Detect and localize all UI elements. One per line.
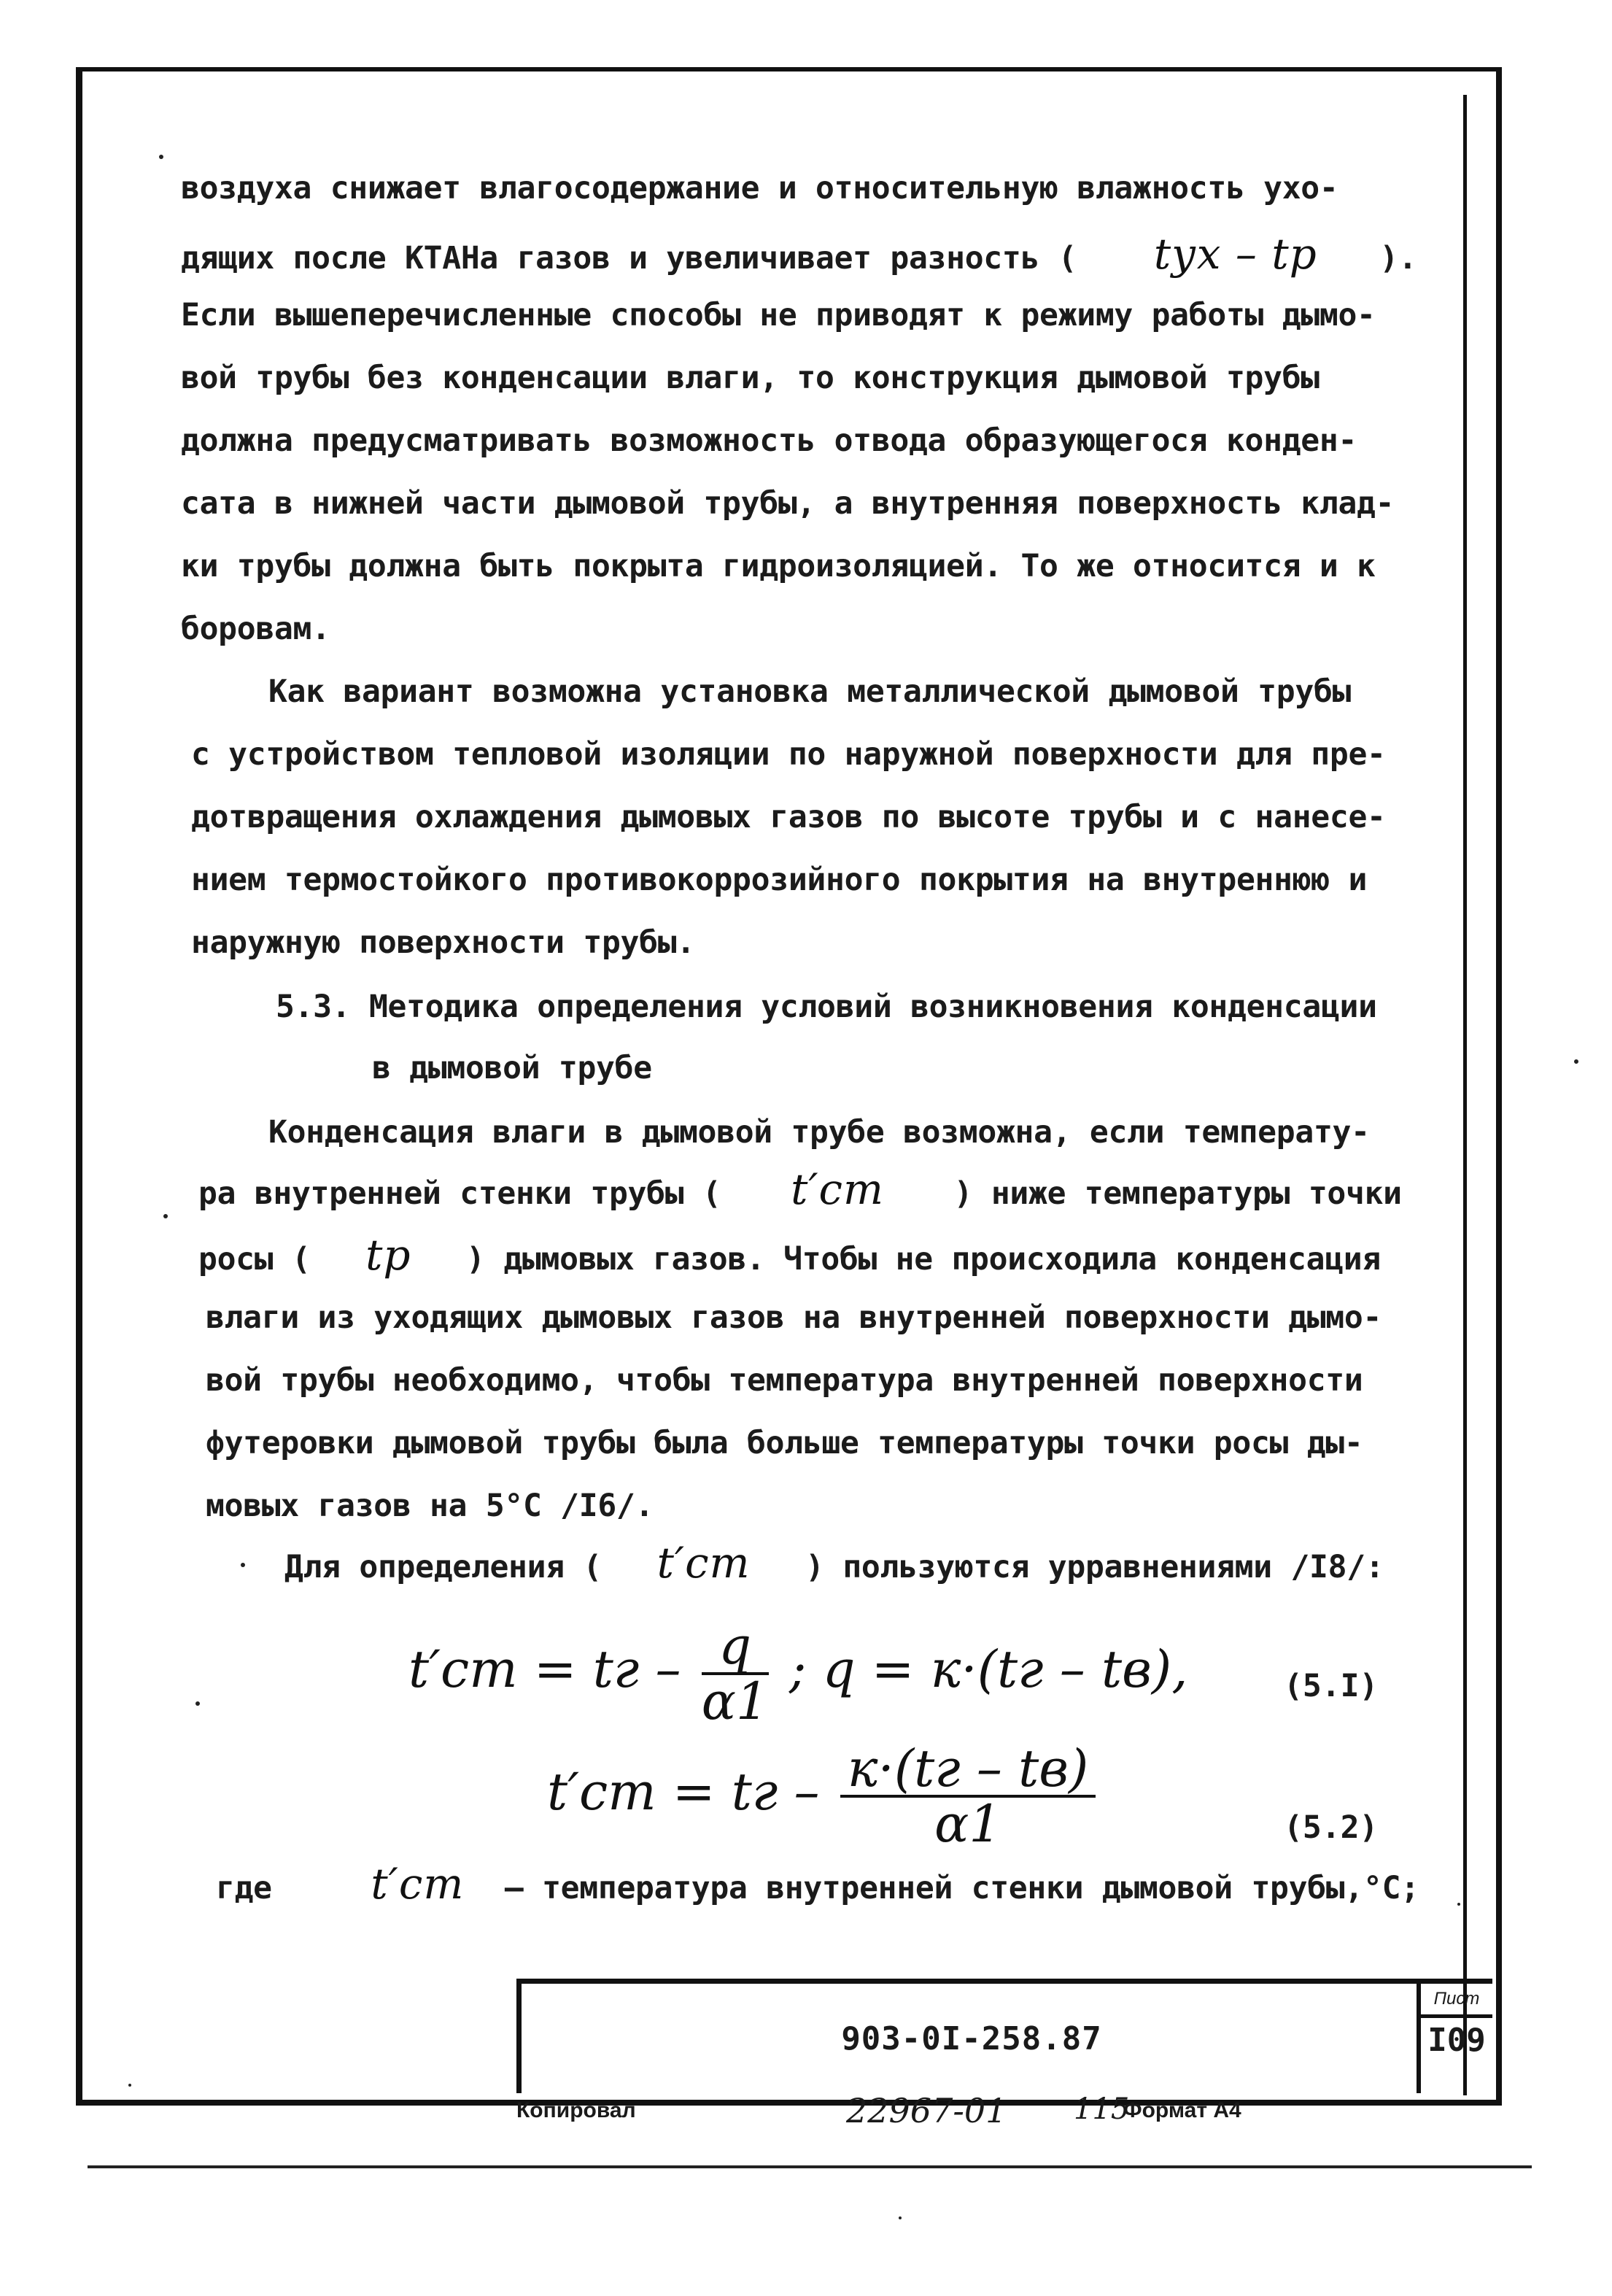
formula-lhs: t′ст = tг – [547, 1762, 820, 1822]
text-segment: ра внутренней стенки трубы ( [198, 1175, 721, 1212]
copied-label: Копировал [516, 2098, 636, 2122]
text-line [181, 229, 1417, 280]
formula-lhs: t′ст = tг – [408, 1639, 681, 1699]
text-line [198, 1164, 1402, 1215]
scan-speck [195, 1701, 200, 1706]
text-line: нием термостойкого противокоррозийного покрытия на внутреннюю и [191, 862, 1368, 898]
text-segment: где [216, 1870, 272, 1906]
text-segment: ) ниже температуры точки [953, 1175, 1402, 1212]
text-segment: Для определения ( [284, 1549, 602, 1585]
format-label: Формат А4 [1123, 2098, 1241, 2122]
text-line [198, 1230, 1381, 1281]
text-line: должна предусматривать возможность отвода образующегося конден- [181, 422, 1357, 459]
handwritten-variable: t′ст [371, 1859, 465, 1909]
title-block [516, 1979, 1422, 2093]
equation-number: (5.2) [1284, 1809, 1379, 1846]
fraction-numerator: q [702, 1620, 769, 1675]
handwritten-variable: t′ст [656, 1538, 751, 1588]
handwritten-variable: tр [365, 1230, 411, 1280]
text-line: вой трубы без конденсации влаги, то конструкция дымовой трубы [181, 360, 1320, 396]
text-line: воздуха снижает влагосодержание и относительную влажность ухо- [181, 170, 1338, 206]
text-line: Если вышеперечисленные способы не приводят к режиму работы дымо- [181, 297, 1376, 333]
text-line: боровам. [181, 611, 330, 647]
page-bottom-rule [88, 2165, 1532, 2168]
handwritten-number: 22967-01 [846, 2091, 1007, 2130]
sheet-number: I09 [1427, 2022, 1486, 2059]
scan-speck [1574, 1059, 1578, 1064]
text-segment: – температура внутренней стенки дымовой трубы,°С; [504, 1870, 1419, 1906]
text-line: Конденсация влаги в дымовой трубе возможна, если температу- [268, 1114, 1370, 1151]
text-line: ки трубы должна быть покрыта гидроизоляцией. То же относится и к [181, 548, 1376, 584]
section-heading: в дымовой трубе [372, 1050, 652, 1086]
text-segment: дящих после КТАНа газов и увеличивает разность ( [181, 240, 1077, 277]
scan-speck [159, 155, 163, 159]
sheet-label: Пист [1421, 1984, 1492, 2018]
text-line: наружную поверхности трубы. [191, 924, 695, 961]
formula-rhs: ; q = к·(tг – tв), [788, 1639, 1188, 1699]
text-line [216, 1859, 1419, 1910]
fraction [840, 1739, 1096, 1854]
text-line: мовых газов на 5°С /I6/. [206, 1488, 654, 1524]
scan-speck [241, 1563, 245, 1567]
handwritten-count: 115 [1074, 2092, 1130, 2126]
fraction [701, 1616, 769, 1731]
text-line: футеровки дымовой трубы была больше температуры точки росы ды- [206, 1425, 1363, 1461]
text-line: с устройством тепловой изоляции по наружной поверхности для пре- [191, 736, 1386, 773]
equation-number: (5.I) [1284, 1668, 1379, 1704]
sheet-number-box [1417, 1979, 1492, 2093]
text-line [284, 1538, 1384, 1589]
text-segment: ). [1379, 240, 1417, 277]
fraction-numerator: к·(tг – tв) [840, 1742, 1096, 1798]
scan-speck [899, 2216, 902, 2219]
formula-5-1 [408, 1616, 1188, 1731]
formula-5-2 [547, 1739, 1100, 1854]
handwritten-variable: t′ст [791, 1164, 885, 1214]
text-line: влаги из уходящих дымовых газов на внутренней поверхности дымо- [206, 1299, 1382, 1336]
fraction-denominator: α1 [701, 1671, 769, 1731]
text-line: вой трубы необходимо, чтобы температура внутренней поверхности [206, 1362, 1363, 1399]
fraction-denominator: α1 [934, 1794, 1001, 1854]
scan-speck [128, 2084, 131, 2087]
text-line: Как вариант возможна установка металлической дымовой трубы [268, 673, 1352, 710]
text-segment: росы ( [198, 1241, 311, 1278]
frame-right-rule [1463, 95, 1467, 2095]
text-segment: ) пользуются урравнениями /I8/: [805, 1549, 1384, 1585]
section-heading: 5.3. Методика определения условий возникновения конденсации [276, 989, 1377, 1025]
handwritten-variable: tух – tр [1153, 229, 1317, 279]
text-line: сата в нижней части дымовой трубы, а внутренняя поверхность клад- [181, 485, 1395, 522]
text-line: дотвращения охлаждения дымовых газов по высоте трубы и с нанесе- [191, 799, 1386, 835]
scan-speck [1457, 1903, 1460, 1906]
document-code: 903-0I-258.87 [841, 2019, 1102, 2057]
scan-speck [163, 1214, 168, 1218]
text-segment: ) дымовых газов. Чтобы не происходила конденсация [466, 1241, 1381, 1278]
